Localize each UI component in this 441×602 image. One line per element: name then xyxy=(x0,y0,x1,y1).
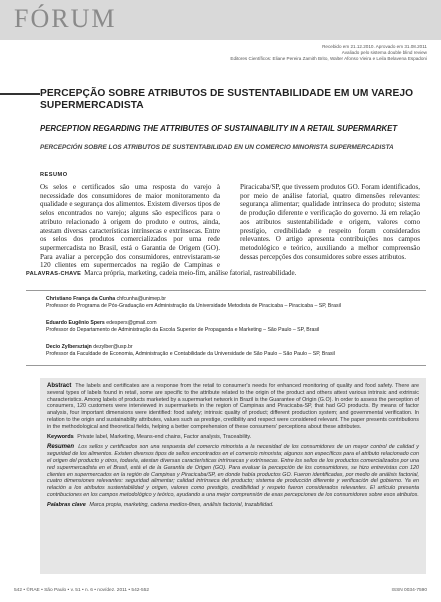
section-header-band xyxy=(0,0,441,40)
resumen-label: Resumen xyxy=(47,444,75,451)
title-spanish: PERCEPCIÓN SOBRE LOS ATRIBUTOS DE SUSTENTABILIDAD EN UN COMERCIO MINORISTA SUPERMERCADISTA xyxy=(40,144,394,151)
resumen-block xyxy=(47,444,419,498)
palabras-clave xyxy=(47,502,419,509)
submission-meta xyxy=(167,44,427,63)
author-1-name: Christiano França da Cunha xyxy=(46,296,116,302)
meta-editors: Editores Científicos: Eliane Pereira Zamith Brito, Walter Afonso Vieira e Leila Belavena Espadoni xyxy=(230,56,427,62)
keywords-en-text: Private label, Marketing, Means-end chains, Factor analysis, Traceability. xyxy=(77,433,252,440)
title-rule xyxy=(0,93,40,95)
abstracts-box xyxy=(40,378,426,574)
meta-received: Recebido em 21.12.2010. Aprovado em 31.08.2011 xyxy=(322,44,427,49)
meta-review: Avaliado pelo sistema double blind review xyxy=(341,50,427,56)
author-2 xyxy=(46,320,416,333)
keywords-pt-text: Marca própria, marketing, cadeia meio-fim, análise fatorial, rastreabilidade. xyxy=(84,269,297,277)
keywords-pt-label: PALAVRAS-CHAVE xyxy=(26,271,82,277)
resumen-text: Los sellos y certificados son una respuesta del comercio minorista a la necesidad de los consumidores de un mayor control de calidad y seguridad de los alimentos. Existen diversos tipos de sellos encontrados en el comercio minorista; algunos son específicos para el atributo relacionado con el origen del producto y otros, todavía, atestan diversas características intrínsecas y extrínsecas. Entre los sellos de los productos comercializados por una red supermercadista en el Brasil, está el de la Garantía de Origen (GO). Para evaluar la percepción de los consumidores, se hizo entrevistas con 120 clientes en supermercados en la región de Campinas y Piracicaba/SP, en donde había productos GO. Fueron identificadas, por medio de análisis factorial, cuatro dimensiones relevantes: seguridad alimentar; calidad intrínseca del producto; sistema de producción diferente y verificación del gobierno. Ya en relación a los atributos sustentabilidad y origen, valores como prestigio, credibilidad y respeto fueron considerados relevantes. El artículo presenta contribuciones en los campos metodológico y teórico, ayudando a una mejor comprensión de esas percepciones de los consumidores sobre esos atributos. xyxy=(47,444,420,498)
author-3-affiliation: Professor da Faculdade de Economia, Administração e Contabilidade da Universidade de São Paulo – São Paulo – SP, Brasil xyxy=(46,350,335,357)
authors-box xyxy=(26,290,426,366)
abstract-text: The labels and certificates are a response from the retail to consumer's needs for enhanced monitoring of quality and food safety. There are several types of labels found in retail, some are specific to the attribute related to the origin of the product and others attest various intrinsic and extrinsic characteristics. Among labels of products marketed by a supermarket network in Brazil is the Guarantee of Origin (G.O). In order to assess the perception of consumers, 120 customers were interviewed in supermarkets in the region of Campinas and Piracicaba-SP, that had GO products. By means of factor analysis, four important dimensions were identified: food safety; intrinsic quality of product; different production system; and governmental verification. In relation to the origin and sustainability attributes, values such as prestige, credibility and respect were considered relevant. The paper presents contributions in the methodological and theoretical fields, helping a better comprehension of these consumers' perceptions about these attributes. xyxy=(47,383,419,430)
author-2-affiliation: Professor do Departamento de Administração da Escola Superior de Propaganda e Marketing – São Paulo – SP, Brasil xyxy=(46,326,320,333)
author-1 xyxy=(46,296,416,309)
author-2-email[interactable]: edespers@gmail.com xyxy=(106,320,157,326)
author-2-name: Eduardo Eugênio Spers xyxy=(46,320,105,326)
section-name: FÓRUM xyxy=(14,4,117,33)
author-1-affiliation: Professor do Programa de Pós-Graduação em Administração da Universidade Metodista de Piracicaba – Piracicaba – SP, Brasil xyxy=(46,302,341,309)
title-portuguese: PERCEPÇÃO SOBRE ATRIBUTOS DE SUSTENTABILIDADE EM UM VAREJO SUPERMERCADISTA xyxy=(40,88,414,111)
author-3-email[interactable]: dezylber@usp.br xyxy=(93,344,133,350)
palabras-text: Marca propia, marketing, cadena medios-fines, análisis factorial, trazabilidad. xyxy=(89,501,274,508)
footer-citation: 542 • ©RAE • São Paulo • v. 51 • n. 6 • nov/dez. 2011 • 542-552 xyxy=(14,588,150,593)
author-1-email[interactable]: chfcunha@unimep.br xyxy=(116,296,167,302)
author-3 xyxy=(46,344,416,357)
author-3-name: Decio Zylbersztajn xyxy=(46,344,92,350)
keywords-en-label: Keywords xyxy=(47,433,74,440)
resumo-text: Os selos e certificados são uma resposta do varejo à necessidade dos consumidores de maior monitoramento da qualidade e segurança dos alimentos. Existem diversos tipos de selos encontrados no varejo; alguns são específicos para o atributo relacionado à origem do produto e outros, ainda, atestam diversas características intrínsecas e extrínsecas. Entre os selos dos produtos comercializados por uma rede supermercadista no Brasil, está o Garantia de Origem (GO). Para avaliar a percepção dos consumidores, entrevistaram-se 120 clientes em supermercados na região de Campinas e Piracicaba/SP, que tivessem produtos GO. Foram identificados, por meio de análise fatorial, quatro dimensões relevantes: segurança alimentar; qualidade intrínseca do produto; sistema de produção diferente e verificação do governo. Já em relação aos atributos sustentabilidade e origem, valores como prestígio, credibilidade e respeito foram considerados relevantes. O artigo apresenta contribuições nos campos metodológico e teórico, auxiliando a melhor compreensão dessas percepções dos consumidores sobre esses atributos. xyxy=(40,183,420,270)
abstract-label: Abstract xyxy=(47,383,72,389)
abstract-block xyxy=(47,383,419,431)
title-english: PERCEPTION REGARDING THE ATTRIBUTES OF SUSTAINABILITY IN A RETAIL SUPERMARKET xyxy=(40,124,398,133)
resumo-heading: RESUMO xyxy=(40,172,68,178)
keywords-en xyxy=(47,434,419,441)
palabras-label: Palabras clave xyxy=(47,501,86,508)
keywords-pt xyxy=(26,269,426,279)
footer-issn: ISSN 0034-7590 xyxy=(391,588,427,593)
